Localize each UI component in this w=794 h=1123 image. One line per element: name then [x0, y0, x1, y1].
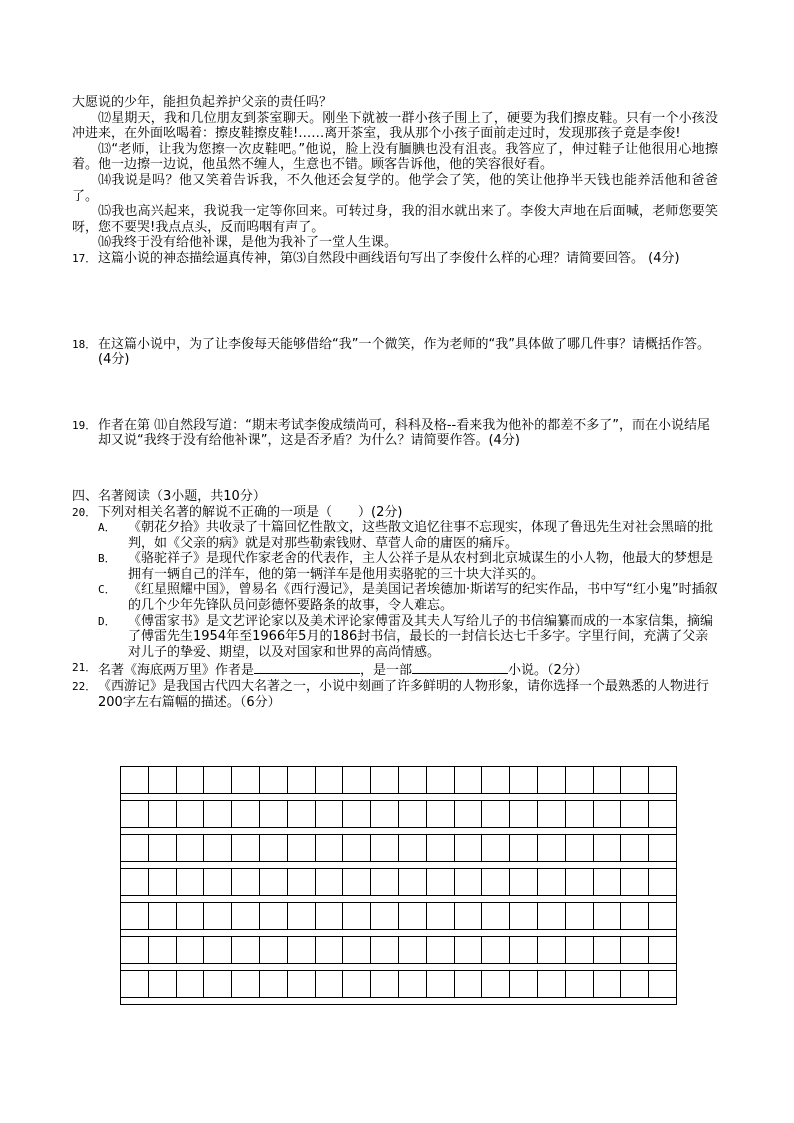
grid-cell[interactable] — [649, 767, 676, 793]
grid-cell[interactable] — [371, 937, 399, 963]
question-19 — [72, 418, 718, 449]
grid-row — [121, 869, 676, 896]
grid-cell[interactable] — [204, 937, 232, 963]
grid-cell[interactable] — [232, 903, 260, 929]
grid-cell[interactable] — [343, 767, 371, 793]
grid-cell[interactable] — [566, 937, 594, 963]
grid-cell[interactable] — [121, 937, 149, 963]
grid-cell[interactable] — [260, 835, 288, 861]
grid-cell[interactable] — [621, 971, 649, 997]
grid-row — [121, 971, 676, 998]
grid-cell[interactable] — [260, 767, 288, 793]
grid-cell[interactable] — [594, 971, 622, 997]
section-title: 四、名著阅读（3小题，共10分） — [72, 488, 266, 504]
option-c[interactable] — [72, 582, 718, 613]
grid-cell[interactable] — [399, 971, 427, 997]
question-number: 17． — [72, 251, 97, 265]
passage-paragraph-14: ⒁我说是吗？他又笑着告诉我，不久他还会复学的。他学会了笑，他的笑让他挣半天钱也能养活他和爸爸了。 — [72, 172, 718, 204]
grid-cell[interactable] — [566, 801, 594, 827]
grid-cell[interactable] — [427, 869, 455, 895]
grid-cell[interactable] — [455, 869, 483, 895]
question-18 — [72, 337, 718, 368]
grid-cell[interactable] — [510, 835, 538, 861]
question-number: 21． — [72, 661, 97, 675]
grid-cell[interactable] — [288, 971, 316, 997]
grid-cell[interactable] — [399, 835, 427, 861]
grid-cell[interactable] — [482, 903, 510, 929]
grid-cell[interactable] — [399, 903, 427, 929]
grid-cell[interactable] — [316, 869, 344, 895]
grid-cell[interactable] — [288, 767, 316, 793]
option-a[interactable] — [72, 520, 718, 551]
grid-cell[interactable] — [177, 801, 205, 827]
grid-cell[interactable] — [566, 869, 594, 895]
grid-cell[interactable] — [316, 835, 344, 861]
grid-cell[interactable] — [204, 801, 232, 827]
grid-cell[interactable] — [121, 835, 149, 861]
grid-cell[interactable] — [455, 937, 483, 963]
grid-cell[interactable] — [510, 767, 538, 793]
grid-cell[interactable] — [316, 937, 344, 963]
grid-cell[interactable] — [427, 971, 455, 997]
grid-row-gap — [121, 930, 676, 937]
grid-cell[interactable] — [149, 937, 177, 963]
grid-cell[interactable] — [621, 903, 649, 929]
answer-space-17[interactable] — [72, 267, 718, 337]
question-20 — [72, 505, 718, 521]
grid-cell[interactable] — [482, 767, 510, 793]
option-b[interactable] — [72, 551, 718, 582]
option-label: D． — [98, 614, 116, 628]
author-blank[interactable] — [254, 660, 360, 674]
grid-cell[interactable] — [482, 835, 510, 861]
question-21 — [72, 660, 718, 679]
grid-cell[interactable] — [177, 869, 205, 895]
grid-cell[interactable] — [399, 801, 427, 827]
grid-row-gap — [121, 862, 676, 869]
grid-cell[interactable] — [427, 801, 455, 827]
question-number: 18． — [72, 337, 97, 351]
question-17 — [72, 251, 718, 267]
grid-cell[interactable] — [371, 767, 399, 793]
grid-cell[interactable] — [232, 835, 260, 861]
grid-row-gap — [121, 998, 676, 1005]
grid-cell[interactable] — [204, 903, 232, 929]
grid-cell[interactable] — [621, 869, 649, 895]
grid-cell[interactable] — [121, 903, 149, 929]
grid-cell[interactable] — [455, 903, 483, 929]
grid-cell[interactable] — [343, 903, 371, 929]
grid-cell[interactable] — [427, 767, 455, 793]
grid-row-gap — [121, 896, 676, 903]
passage-intro-line: 大愿说的少年，能担负起养护父亲的责任吗？ — [72, 95, 333, 110]
grid-cell[interactable] — [649, 835, 676, 861]
grid-cell[interactable] — [260, 903, 288, 929]
grid-cell[interactable] — [510, 937, 538, 963]
grid-cell[interactable] — [510, 971, 538, 997]
grid-cell[interactable] — [649, 869, 676, 895]
grid-cell[interactable] — [121, 767, 149, 793]
grid-cell[interactable] — [621, 767, 649, 793]
passage-paragraph-12: ⑿星期天，我和几位朋友到茶室聊天。刚坐下就被一群小孩子围上了，硬要为我们擦皮鞋。只有一个小孩没冲进来，在外面吆喝着：擦皮鞋擦皮鞋!……离开茶室，我从那个小孩子面前走过时，发现那孩子竟是李俊! — [72, 110, 718, 142]
grid-cell[interactable] — [427, 903, 455, 929]
question-text-b: ，是一部 — [360, 663, 413, 679]
grid-cell[interactable] — [288, 801, 316, 827]
grid-cell[interactable] — [149, 767, 177, 793]
grid-cell[interactable] — [204, 869, 232, 895]
grid-cell[interactable] — [343, 835, 371, 861]
grid-row-gap — [121, 964, 676, 971]
question-number: 20． — [72, 505, 97, 519]
question-text: 作者在第 ⑾自然段写道：“期末考试李俊成绩尚可，科科及格--看来我为他补的都差不多了”，而在小说结尾却又说“我终于没有给他补课”，这是否矛盾？为什么？请简要作答。(4分) — [98, 417, 710, 449]
grid-cell[interactable] — [566, 971, 594, 997]
question-text: 在这篇小说中，为了让李俊每天能够借给“我”一个微笑，作为老师的“我”具体做了哪几件事？请概括作答。(4分) — [98, 336, 710, 368]
grid-cell[interactable] — [455, 801, 483, 827]
grid-cell[interactable] — [204, 835, 232, 861]
question-number: 22． — [72, 680, 97, 694]
answer-space-18[interactable] — [72, 368, 718, 418]
grid-cell[interactable] — [371, 971, 399, 997]
grid-cell[interactable] — [594, 869, 622, 895]
grid-cell[interactable] — [510, 903, 538, 929]
grid-cell[interactable] — [316, 903, 344, 929]
grid-cell[interactable] — [149, 835, 177, 861]
grid-cell[interactable] — [343, 869, 371, 895]
grid-cell[interactable] — [343, 801, 371, 827]
grid-cell[interactable] — [288, 835, 316, 861]
question-text-c: 小说。（2分） — [508, 663, 588, 679]
grid-cell[interactable] — [121, 801, 149, 827]
grid-cell[interactable] — [649, 971, 676, 997]
grid-cell[interactable] — [371, 835, 399, 861]
grid-cell[interactable] — [482, 937, 510, 963]
genre-blank[interactable] — [412, 660, 508, 674]
grid-cell[interactable] — [288, 869, 316, 895]
grid-cell[interactable] — [427, 835, 455, 861]
grid-cell[interactable] — [232, 767, 260, 793]
grid-row — [121, 903, 676, 930]
grid-cell[interactable] — [343, 937, 371, 963]
grid-cell[interactable] — [232, 869, 260, 895]
grid-cell[interactable] — [566, 835, 594, 861]
grid-cell[interactable] — [232, 971, 260, 997]
grid-cell[interactable] — [538, 801, 566, 827]
grid-cell[interactable] — [316, 767, 344, 793]
grid-row — [121, 835, 676, 862]
grid-cell[interactable] — [538, 869, 566, 895]
composition-grid[interactable] — [120, 766, 677, 1005]
question-text-a: 名著《海底两万里》作者是 — [98, 663, 255, 679]
grid-cell[interactable] — [482, 801, 510, 827]
grid-cell[interactable] — [455, 835, 483, 861]
grid-cell[interactable] — [177, 903, 205, 929]
grid-cell[interactable] — [260, 869, 288, 895]
grid-cell[interactable] — [177, 971, 205, 997]
option-label: A． — [98, 521, 116, 535]
option-d[interactable] — [72, 614, 718, 661]
grid-cell[interactable] — [427, 937, 455, 963]
grid-cell[interactable] — [649, 903, 676, 929]
grid-cell[interactable] — [204, 971, 232, 997]
grid-row-gap — [121, 828, 676, 835]
passage-paragraph-13: ⒀“老师，让我为您擦一次皮鞋吧。”他说，脸上没有腼腆也没有沮丧。我答应了，伸过鞋子让他很用心地擦着。他一边擦一边说，他虽然不缠人，生意也不错。顾客告诉他，他的笑容很好看。 — [72, 141, 718, 173]
grid-cell[interactable] — [260, 937, 288, 963]
grid-cell[interactable] — [316, 801, 344, 827]
grid-row — [121, 937, 676, 964]
question-text: 《西游记》是我国古代四大名著之一，小说中刻画了许多鲜明的人物形象，请你选择一个最熟悉的人物进行200字左右篇幅的描述。（6分） — [98, 679, 710, 710]
grid-cell[interactable] — [371, 801, 399, 827]
option-text: 《骆驼祥子》是现代作家老舍的代表作，主人公祥子是从农村到北京城谋生的小人物，他最大的梦想是拥有一辆自己的洋车，他的第一辆洋车是他用卖骆驼的三十块大洋买的。 — [128, 551, 714, 582]
grid-cell[interactable] — [260, 801, 288, 827]
grid-cell[interactable] — [594, 767, 622, 793]
grid-cell[interactable] — [371, 903, 399, 929]
grid-cell[interactable] — [121, 869, 149, 895]
question-22 — [72, 679, 718, 710]
answer-space-19[interactable] — [72, 449, 718, 489]
grid-cell[interactable] — [510, 869, 538, 895]
exam-page — [72, 95, 718, 710]
grid-cell[interactable] — [149, 869, 177, 895]
grid-cell[interactable] — [538, 835, 566, 861]
grid-cell[interactable] — [482, 869, 510, 895]
grid-cell[interactable] — [232, 937, 260, 963]
grid-cell[interactable] — [316, 971, 344, 997]
grid-cell[interactable] — [649, 801, 676, 827]
grid-cell[interactable] — [232, 801, 260, 827]
option-text: 《傅雷家书》是文艺评论家以及美术评论家傅雷及其夫人写给儿子的书信编纂而成的一本家信集，摘编了傅雷先生1954年至1966年5月的186封书信，最长的一封信长达七千多字。字里行间，充满了父亲对儿子的挚爱、期望，以及对国家和世界的高尚情感。 — [128, 613, 714, 660]
option-label: B． — [98, 552, 116, 566]
grid-cell[interactable] — [399, 937, 427, 963]
grid-cell[interactable] — [399, 869, 427, 895]
grid-cell[interactable] — [594, 937, 622, 963]
grid-cell[interactable] — [343, 971, 371, 997]
grid-cell[interactable] — [288, 937, 316, 963]
grid-cell[interactable] — [177, 835, 205, 861]
question-text: 下列对相关名著的解说不正确的一项是（ ）(2分) — [98, 504, 403, 520]
question-text: 这篇小说的神态描绘逼真传神，第⑶自然段中画线语句写出了李俊什么样的心理？请简要回答。 — [98, 250, 645, 266]
grid-cell[interactable] — [260, 971, 288, 997]
grid-cell[interactable] — [177, 767, 205, 793]
grid-cell[interactable] — [204, 767, 232, 793]
grid-cell[interactable] — [538, 937, 566, 963]
question-number: 19． — [72, 418, 97, 432]
grid-cell[interactable] — [149, 971, 177, 997]
grid-cell[interactable] — [621, 801, 649, 827]
passage-paragraph-15: ⒂我也高兴起来，我说我一定等你回来。可转过身，我的泪水就出来了。李俊大声地在后面喊，老师您要笑呀，您不要哭!我点点头，反而呜咽有声了。 — [72, 204, 718, 235]
grid-cell[interactable] — [594, 835, 622, 861]
grid-cell[interactable] — [621, 835, 649, 861]
passage-paragraph-16: ⒃我终于没有给他补课，是他为我补了一堂人生课。 — [98, 235, 398, 251]
grid-cell[interactable] — [482, 971, 510, 997]
grid-cell[interactable] — [538, 971, 566, 997]
grid-cell[interactable] — [399, 767, 427, 793]
grid-cell[interactable] — [455, 971, 483, 997]
grid-cell[interactable] — [594, 903, 622, 929]
grid-cell[interactable] — [455, 767, 483, 793]
grid-cell[interactable] — [649, 937, 676, 963]
option-label: C． — [98, 583, 116, 597]
grid-cell[interactable] — [621, 937, 649, 963]
grid-cell[interactable] — [177, 937, 205, 963]
grid-row — [121, 766, 676, 794]
grid-cell[interactable] — [371, 869, 399, 895]
option-text: 《红星照耀中国》，曾易名《西行漫记》，是美国记者埃德加·斯诺写的纪实作品，书中写“红小鬼”时插叙的几个少年先锋队员问彭德怀要路条的故事，令人难忘。 — [128, 582, 718, 614]
grid-cell[interactable] — [566, 767, 594, 793]
grid-cell[interactable] — [510, 801, 538, 827]
grid-cell[interactable] — [288, 903, 316, 929]
option-text: 《朝花夕拾》共收录了十篇回忆性散文，这些散文追忆往事不忘现实，体现了鲁迅先生对社会黑暗的批判，如《父亲的病》就是对那些勒索钱财、草菅人命的庸医的痛斥。 — [128, 520, 714, 551]
question-points: (4分) — [648, 250, 680, 266]
grid-cell[interactable] — [538, 767, 566, 793]
grid-cell[interactable] — [538, 903, 566, 929]
grid-cell[interactable] — [594, 801, 622, 827]
grid-cell[interactable] — [149, 801, 177, 827]
grid-row-gap — [121, 794, 676, 801]
grid-cell[interactable] — [149, 903, 177, 929]
grid-cell[interactable] — [566, 903, 594, 929]
grid-row — [121, 801, 676, 828]
grid-cell[interactable] — [121, 971, 149, 997]
